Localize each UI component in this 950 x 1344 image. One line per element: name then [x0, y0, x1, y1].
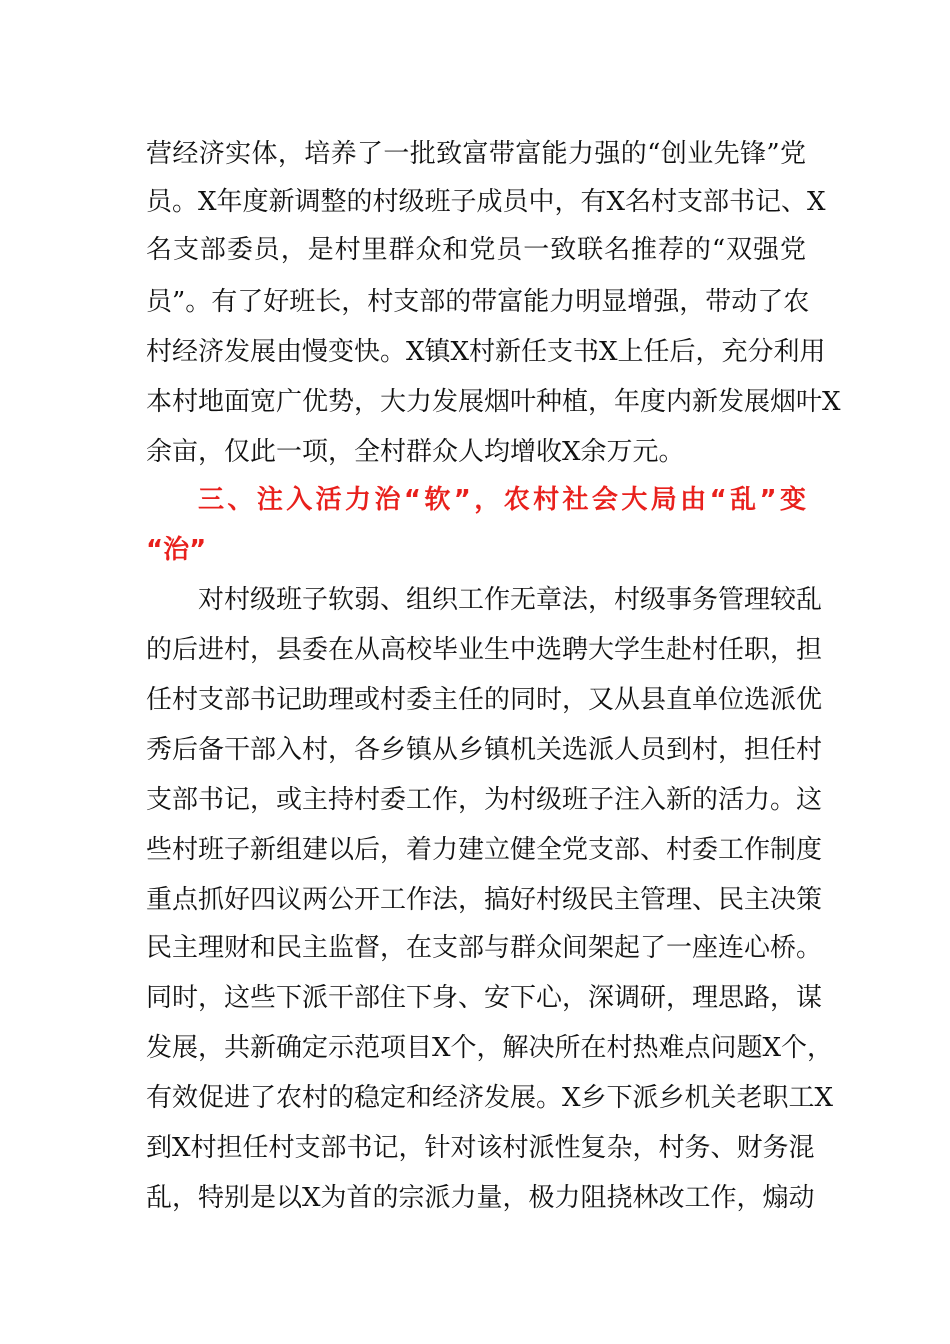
paragraph-line: 任村支部书记助理或村委主任的同时，又从县直单位选派优 — [146, 685, 823, 715]
paragraph-line: 到X村担任村支部书记，针对该村派性复杂，村务、财务混 — [146, 1133, 815, 1163]
paragraph-line: 名支部委员，是村里群众和党员一致联名推荐的“双强党 — [146, 235, 806, 265]
paragraph-line: 支部书记，或主持村委工作，为村级班子注入新的活力。这 — [146, 785, 823, 815]
section-heading-line-2: “治” — [146, 535, 207, 565]
paragraph-line: 余亩，仅此一项，全村群众人均增收X余万元。 — [146, 437, 685, 467]
paragraph-line: 员。X年度新调整的村级班子成员中，有X名村支部书记、X — [146, 187, 826, 217]
paragraph-line: 重点抓好四议两公开工作法，搞好村级民主管理、民主决策 — [146, 885, 823, 915]
paragraph-line: 村经济发展由慢变快。X镇X村新任支书X上任后，充分利用 — [146, 337, 826, 367]
paragraph-line: 有效促进了农村的稳定和经济发展。X乡下派乡机关老职工X — [146, 1083, 834, 1113]
paragraph-line: 本村地面宽广优势，大力发展烟叶种植，年度内新发展烟叶X — [146, 387, 841, 417]
paragraph-line: 员”。有了好班长，村支部的带富能力明显增强，带动了农 — [146, 287, 810, 317]
paragraph-line: 对村级班子软弱、组织工作无章法，村级事务管理较乱 — [198, 585, 823, 615]
paragraph-line: 发展，共新确定示范项目X个，解决所在村热难点问题X个， — [146, 1033, 834, 1063]
paragraph-line: 同时，这些下派干部住下身、安下心，深调研，理思路，谋 — [146, 983, 823, 1013]
paragraph-line: 的后进村，县委在从高校毕业生中选聘大学生赴村任职，担 — [146, 635, 823, 665]
paragraph-line: 秀后备干部入村，各乡镇从乡镇机关选派人员到村，担任村 — [146, 735, 823, 765]
paragraph-line: 营经济实体，培养了一批致富带富能力强的“创业先锋”党 — [146, 139, 806, 169]
paragraph-line: 民主理财和民主监督，在支部与群众间架起了一座连心桥。 — [146, 933, 823, 963]
paragraph-line: 乱，特别是以X为首的宗派力量，极力阻挠林改工作，煽动 — [146, 1183, 815, 1213]
section-heading-line-1: 三、注入活力治“软”，农村社会大局由“乱”变 — [198, 485, 806, 515]
paragraph-line: 些村班子新组建以后，着力建立健全党支部、村委工作制度 — [146, 835, 823, 865]
